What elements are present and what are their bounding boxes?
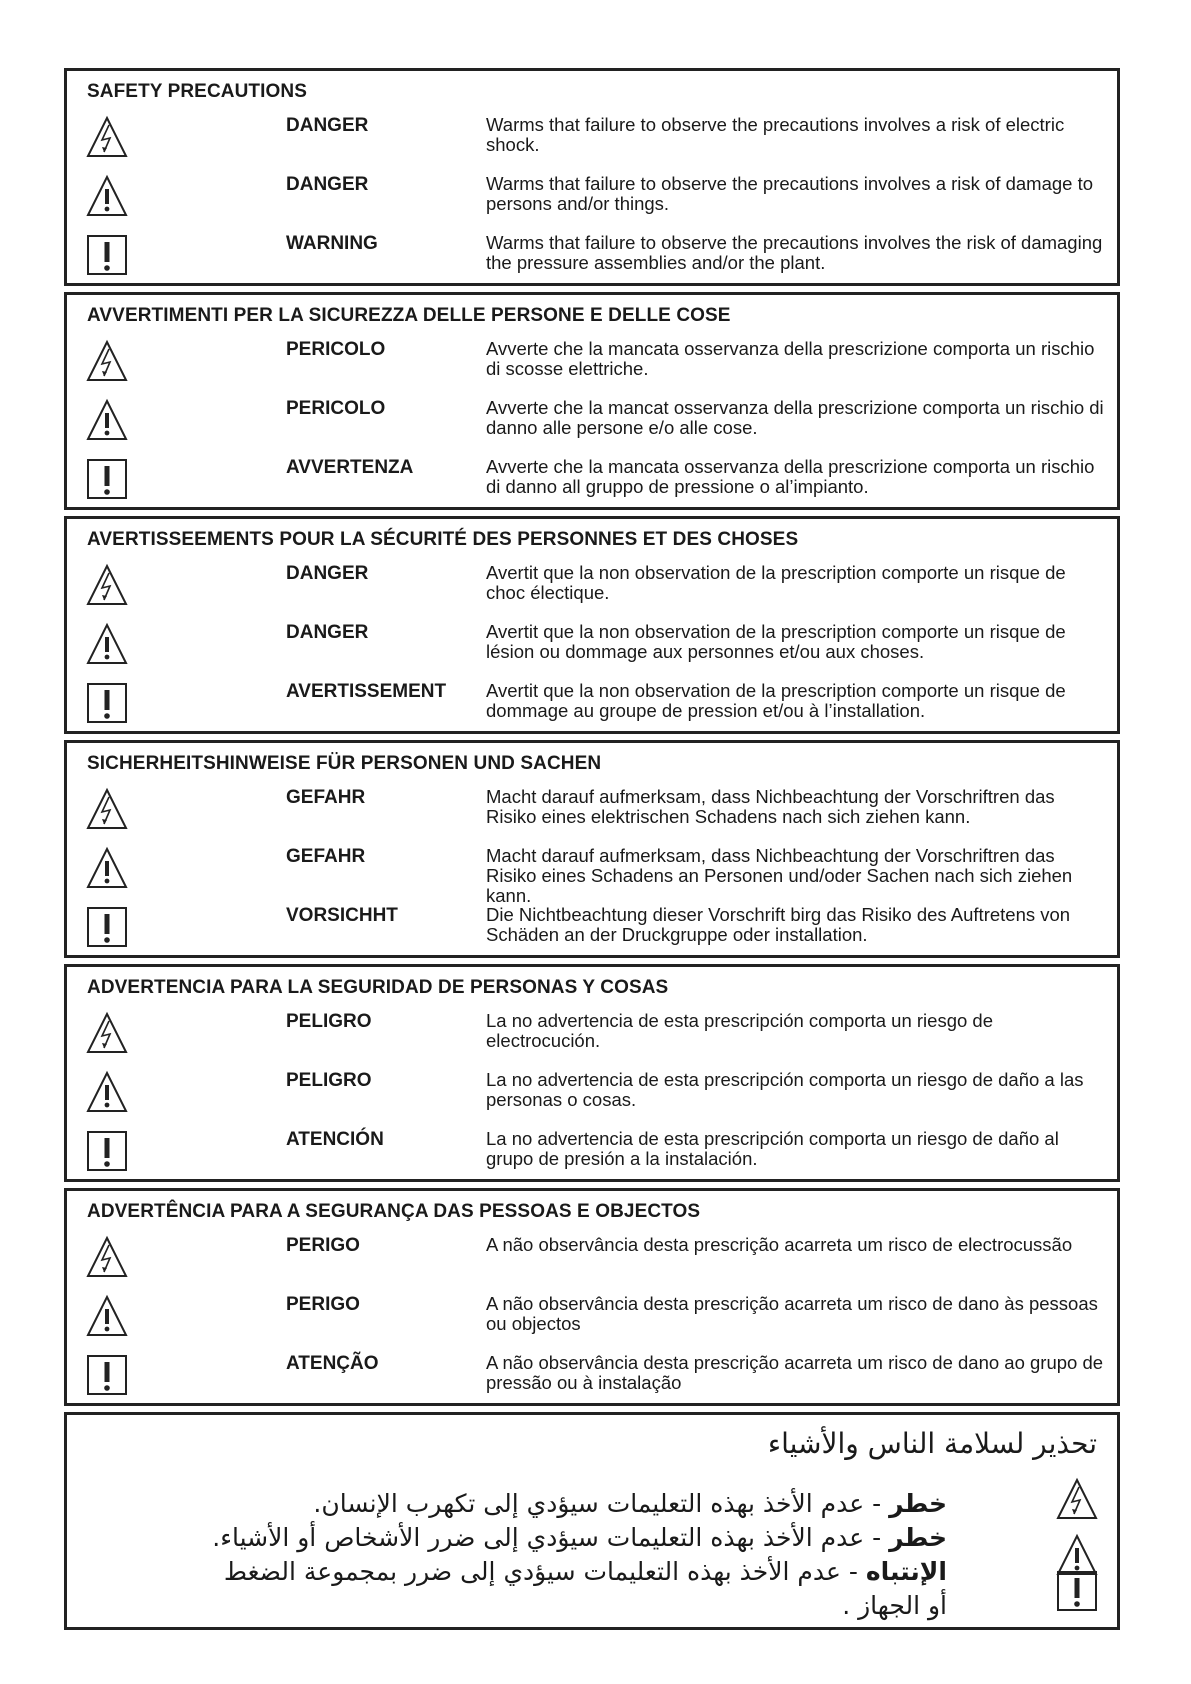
section-title: SICHERHEITSHINWEISE FÜR PERSONEN UND SACHEN (87, 753, 602, 774)
hazard-description: - عدم الأخذ بهذه التعليمات سيؤدي إلى ضرر الأشخاص أو الأشياء. (212, 1523, 890, 1552)
warning-exclamation-icon (85, 457, 129, 501)
hazard-description: Die Nichtbeachtung dieser Vorschrift birg das Risiko des Auftretens von Schäden an der Druckgruppe oder installation. (486, 904, 1071, 945)
arabic-row (207, 1487, 947, 1521)
hazard-description: La no advertencia de esta prescripción comporta un riesgo de electrocución. (486, 1010, 993, 1051)
warning-exclamation-icon (85, 905, 129, 949)
hazard-label: WARNING (286, 233, 378, 254)
general-hazard-icon (85, 1294, 129, 1338)
hazard-label: PERIGO (286, 1235, 360, 1256)
electric-hazard-icon (85, 115, 129, 159)
hazard-description: - عدم الأخذ بهذه التعليمات سيؤدي إلى ضرر بمجموعة الضغط أو الجهاز . (223, 1557, 947, 1620)
hazard-label: DANGER (286, 563, 369, 584)
hazard-label: PERIGO (286, 1294, 360, 1315)
section-spanish (64, 964, 1120, 1182)
hazard-label: AVERTISSEMENT (286, 681, 447, 702)
hazard-description: Macht darauf aufmerksam, dass Nichbeachtung der Vorschriftren das Risiko eines Schadens an Personen und/oder Sachen nach sich ziehen kann. (486, 845, 1073, 906)
electric-hazard-icon (85, 787, 129, 831)
hazard-label: الإنتباه (865, 1557, 947, 1586)
warning-exclamation-icon (85, 233, 129, 277)
warning-exclamation-icon (85, 1353, 129, 1397)
section-title: AVVERTIMENTI PER LA SICUREZZA DELLE PERSONE E DELLE COSE (87, 305, 731, 326)
hazard-label: DANGER (286, 622, 369, 643)
hazard-label: VORSICHHT (286, 905, 398, 926)
hazard-label: PERICOLO (286, 398, 386, 419)
electric-hazard-icon (1055, 1477, 1099, 1521)
hazard-description: Warms that failure to observe the precautions involves a risk of electric shock. (486, 114, 1065, 155)
hazard-label: PELIGRO (286, 1011, 372, 1032)
hazard-label: AVVERTENZA (286, 457, 414, 478)
hazard-label: DANGER (286, 174, 369, 195)
hazard-label: خطر (889, 1523, 947, 1552)
section-german (64, 740, 1120, 958)
electric-hazard-icon (85, 339, 129, 383)
hazard-description: Warms that failure to observe the precautions involves a risk of damage to persons and/or things. (486, 173, 1094, 214)
hazard-description: A não observância desta prescrição acarreta um risco de dano ao grupo de pressão ou à instalação (486, 1352, 1104, 1393)
hazard-label: PELIGRO (286, 1070, 372, 1091)
general-hazard-icon (85, 174, 129, 218)
hazard-description: Avverte che la mancata osservanza della prescrizione comporta un rischio di danno all gruppo de pressione o al’impianto. (486, 456, 1095, 497)
general-hazard-icon (85, 1070, 129, 1114)
warning-exclamation-icon (85, 681, 129, 725)
hazard-description: La no advertencia de esta prescripción comporta un riesgo de daño al grupo de presión a la instalación. (486, 1128, 1059, 1169)
electric-hazard-icon (85, 1235, 129, 1279)
hazard-description: Avertit que la non observation de la prescription comporte un risque de lésion ou dommage aux personnes et/ou aux choses. (486, 621, 1066, 662)
general-hazard-icon (85, 846, 129, 890)
hazard-description: - عدم الأخذ بهذه التعليمات سيؤدي إلى تكهرب الإنسان. (313, 1489, 890, 1518)
hazard-description: Avverte che la mancat osservanza della prescrizione comporta un rischio di danno alle persone e/o alle cose. (486, 397, 1104, 438)
hazard-label: ATENÇÃO (286, 1353, 379, 1374)
electric-hazard-icon (85, 1011, 129, 1055)
section-portuguese (64, 1188, 1120, 1406)
section-title: ADVERTENCIA PARA LA SEGURIDAD DE PERSONAS Y COSAS (87, 977, 669, 998)
hazard-description: Avertit que la non observation de la prescription comporte un risque de choc électique. (486, 562, 1066, 603)
section-title: تحذير لسلامة الناس والأشياء (767, 1427, 1097, 1460)
section-arabic (64, 1412, 1120, 1630)
arabic-row (207, 1521, 947, 1555)
section-title: ADVERTÊNCIA PARA A SEGURANÇA DAS PESSOAS E OBJECTOS (87, 1201, 701, 1222)
section-italian (64, 292, 1120, 510)
hazard-label: خطر (889, 1489, 947, 1518)
section-safety-precautions (64, 68, 1120, 286)
hazard-label: DANGER (286, 115, 369, 136)
hazard-label: ATENCIÓN (286, 1129, 384, 1150)
hazard-description: Macht darauf aufmerksam, dass Nichbeachtung der Vorschriftren das Risiko eines elektrischen Schadens nach sich ziehen kann. (486, 786, 1055, 827)
general-hazard-icon (85, 398, 129, 442)
general-hazard-icon (85, 622, 129, 666)
section-title: SAFETY PRECAUTIONS (87, 81, 307, 102)
hazard-description: Warms that failure to observe the precautions involves the risk of damaging the pressure assemblies and/or the plant. (486, 232, 1103, 273)
hazard-label: GEFAHR (286, 846, 366, 867)
hazard-description: La no advertencia de esta prescripción comporta un riesgo de daño a las personas o cosas. (486, 1069, 1084, 1110)
section-title: AVERTISSEEMENTS POUR LA SÉCURITÉ DES PERSONNES ET DES CHOSES (87, 529, 799, 550)
warning-exclamation-icon (1055, 1569, 1099, 1613)
warning-exclamation-icon (85, 1129, 129, 1173)
section-french (64, 516, 1120, 734)
hazard-description: Avverte che la mancata osservanza della prescrizione comporta un rischio di scosse elettriche. (486, 338, 1095, 379)
electric-hazard-icon (85, 563, 129, 607)
hazard-description: Avertit que la non observation de la prescription comporte un risque de dommage au groupe de pression et/ou à l’installation. (486, 680, 1066, 721)
arabic-row (207, 1555, 947, 1623)
hazard-description: A não observância desta prescrição acarreta um risco de dano às pessoas ou objectos (486, 1293, 1098, 1334)
hazard-label: PERICOLO (286, 339, 386, 360)
hazard-label: GEFAHR (286, 787, 366, 808)
hazard-description: A não observância desta prescrição acarreta um risco de electrocussão (486, 1234, 1073, 1255)
